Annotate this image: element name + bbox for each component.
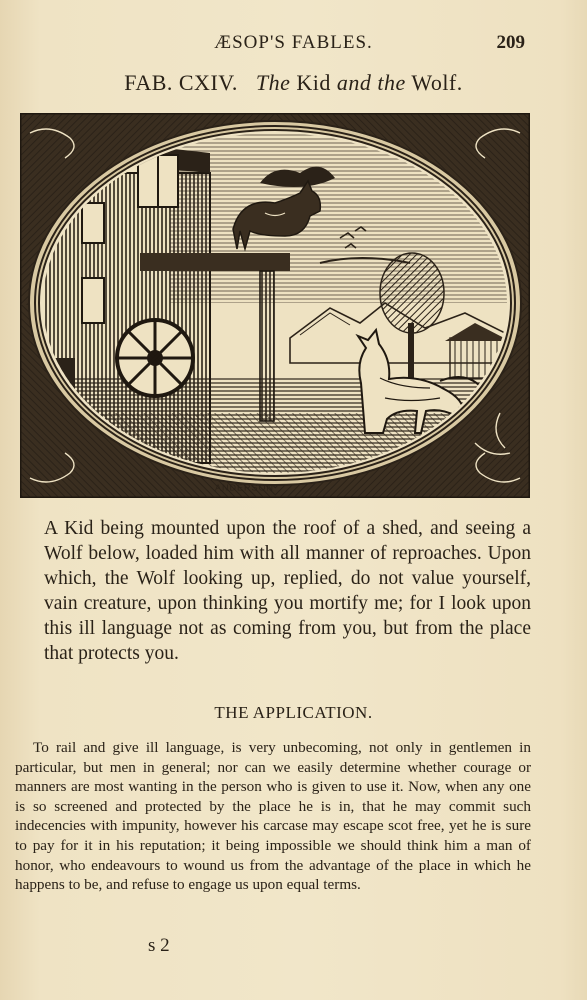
application-heading: THE APPLICATION. <box>214 703 373 722</box>
application-paragraph: To rail and give ill language, is very unbecoming, not only in gentlemen in particular, but men in general; nor can we easily determine whether courage or manners are most wanting in the person who is given to use it. Now, when any one is so screened and protected by the place he is in, that he may commit such indecencies with impunity, however his carcase may escape scot free, yet he is sure to pay for it in his reputation; it being impossible we should think him a man of honor, who endeavours to wound us from the advantage of the place in which he happens to be, and refuse to engage us upon equal terms. <box>15 739 531 894</box>
woodcut-kid-wolf-image <box>20 113 530 498</box>
fable-title-the: The <box>255 70 291 95</box>
woodcut-illustration <box>20 113 530 498</box>
running-head: ÆSOP'S FABLES. <box>214 32 373 53</box>
engraver-mark: ANDERSON <box>215 483 275 493</box>
signature-mark: s 2 <box>148 935 170 956</box>
fable-body <box>44 516 531 666</box>
fable-number: FAB. CXIV. <box>124 70 238 95</box>
page-header <box>0 32 587 58</box>
fable-paragraph: A Kid being mounted upon the roof of a shed, and seeing a Wolf below, loaded him with all manner of reproaches. Upon which, the Wolf looking up, replied, do not value yourself, vain creature, upon thinking you mortify me; for I look upon this ill language not as coming from you, but from the place that protects you. <box>44 518 531 664</box>
fable-title-kid: Kid <box>290 70 337 95</box>
fable-title <box>0 70 587 96</box>
page-number: 209 <box>496 32 525 53</box>
application-body <box>15 738 531 895</box>
fable-title-wolf: Wolf. <box>405 70 463 95</box>
fable-title-and-the: and the <box>336 70 406 95</box>
